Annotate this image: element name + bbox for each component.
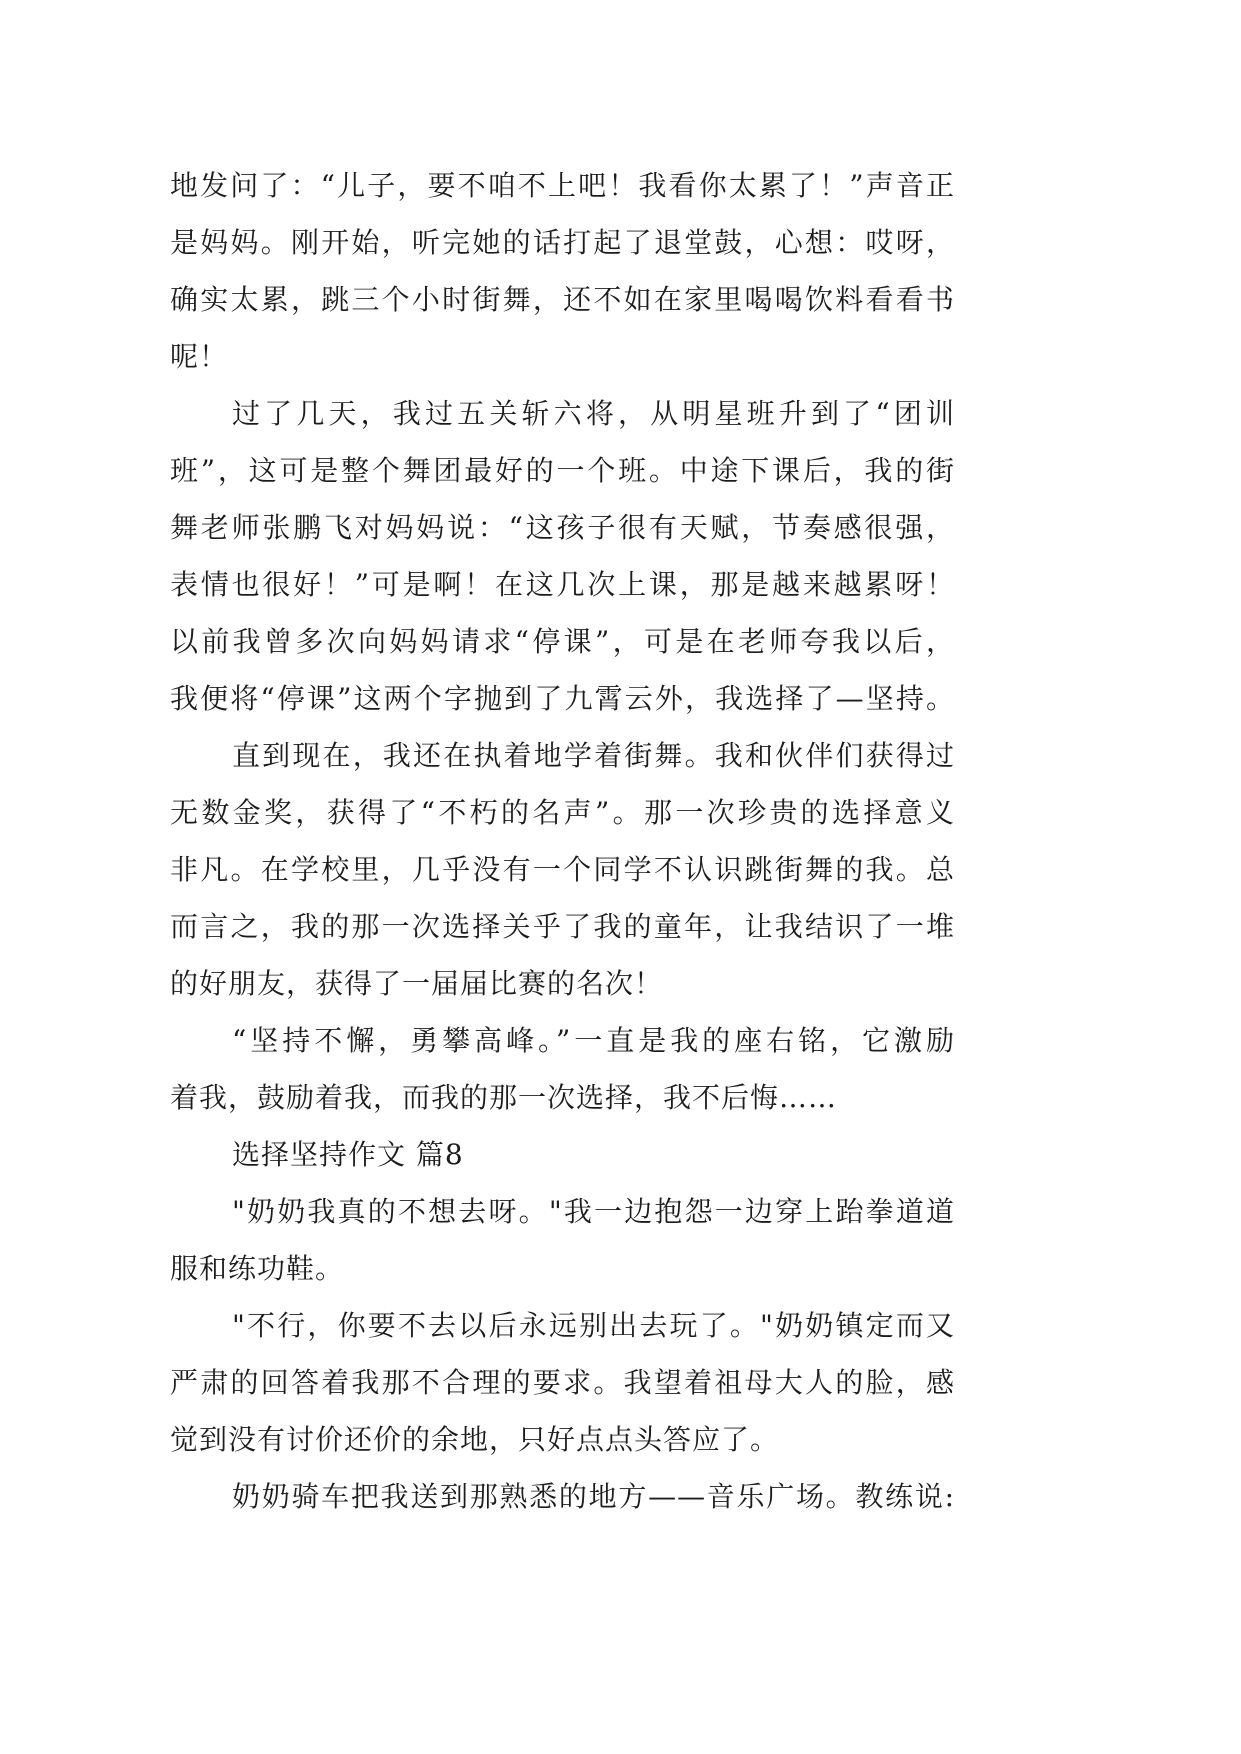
paragraph (170, 1012, 955, 1126)
section-heading-text: 选择坚持作文 篇8 (232, 1138, 464, 1171)
text-line: 非凡。在学校里，几乎没有一个同学不认识跳街舞的我。总 (170, 853, 955, 886)
text-line: 着我，鼓励着我，而我的那一次选择，我不后悔…… (170, 1081, 838, 1114)
text-line: 直到现在，我还在执着地学着街舞。我和伙伴们获得过 (232, 739, 955, 772)
text-line: 以前我曾多次向妈妈请求“停课”，可是在老师夸我以后， (170, 625, 955, 658)
document-body (170, 157, 955, 1525)
text-line: "不行，你要不去以后永远别出去玩了。"奶奶镇定而又 (232, 1309, 955, 1342)
text-line: 而言之，我的那一次选择关乎了我的童年，让我结识了一堆 (170, 910, 955, 943)
paragraph (170, 385, 955, 727)
paragraph (170, 1468, 955, 1525)
text-line: 无数金奖，获得了“不朽的名声”。那一次珍贵的选择意义 (170, 796, 955, 829)
text-line: 表情也很好！”可是啊！在这几次上课，那是越来越累呀！ (170, 568, 955, 601)
text-line: 觉到没有讨价还价的余地，只好点点头答应了。 (170, 1423, 780, 1456)
text-line: 班”，这可是整个舞团最好的一个班。中途下课后，我的街 (170, 454, 955, 487)
text-line: 地发问了：“儿子，要不咱不上吧！我看你太累了！”声音正 (170, 169, 955, 202)
text-line: 奶奶骑车把我送到那熟悉的地方——音乐广场。教练说: (232, 1480, 955, 1513)
text-line: 我便将“停课”这两个字抛到了九霄云外，我选择了—坚持。 (170, 682, 955, 715)
text-line: 过了几天，我过五关斩六将，从明星班升到了“团训 (232, 397, 955, 430)
text-line: 呢！ (170, 340, 229, 373)
text-line: "奶奶我真的不想去呀。"我一边抱怨一边穿上跆拳道道 (232, 1195, 955, 1228)
paragraph (170, 157, 955, 385)
section-heading (170, 1126, 955, 1183)
paragraph (170, 1183, 955, 1297)
text-line: 是妈妈。刚开始，听完她的话打起了退堂鼓，心想：哎呀， (170, 226, 955, 259)
text-line: 的好朋友，获得了一届届比赛的名次！ (170, 967, 664, 1000)
text-line: “坚持不懈，勇攀高峰。”一直是我的座右铭，它激励 (232, 1024, 955, 1057)
text-line: 舞老师张鹏飞对妈妈说：“这孩子很有天赋，节奏感很强， (170, 511, 955, 544)
paragraph (170, 727, 955, 1012)
paragraph (170, 1297, 955, 1468)
text-line: 严肃的回答着我那不合理的要求。我望着祖母大人的脸，感 (170, 1366, 955, 1399)
text-line: 服和练功鞋。 (170, 1252, 345, 1285)
text-line: 确实太累，跳三个小时街舞，还不如在家里喝喝饮料看看书 (170, 283, 955, 316)
